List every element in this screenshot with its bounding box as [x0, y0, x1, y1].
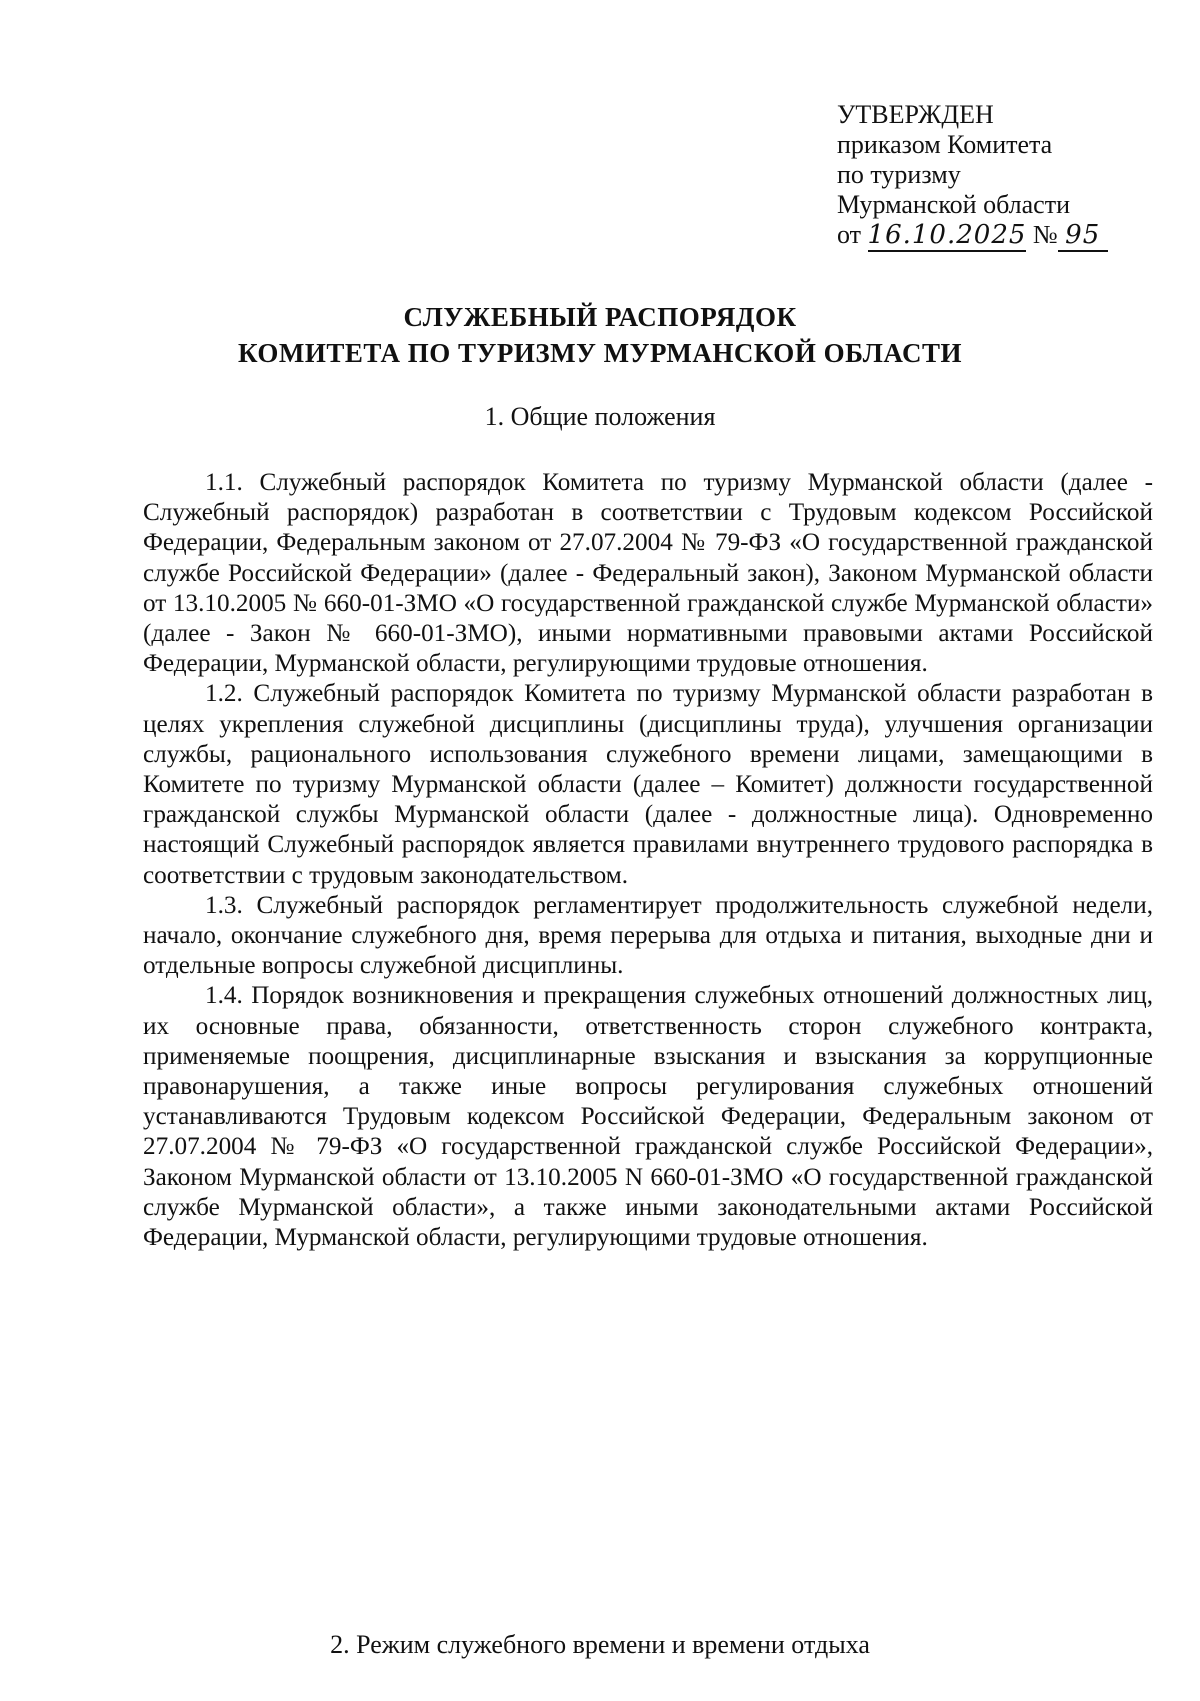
paragraph-1-4: 1.4. Порядок возникновения и прекращения служебных отношений должностных лиц, их основные права, обязанности, ответственность сторон служебного контракта, применяемые поощрения, дисциплинарные взыскания и взыскания за коррупционные правонарушения, а также иные вопросы регулирования служебных отношений устанавливаются Трудовым кодексом Российской Федерации, Федеральным законом от 27.07.2004 № 79-ФЗ «О государственной гражданской службе Российской Федерации», Законом Мурманской области от 13.10.2005 N 660-01-ЗМО «О государственной гражданской службе Мурманской области», а также иными законодательными актами Российской Федерации, Мурманской области, регулирующими трудовые отношения. — [143, 982, 1153, 1252]
approval-line-2: по туризму — [837, 160, 961, 189]
paragraph-1-1: 1.1. Служебный распорядок Комитета по туризму Мурманской области (далее - Служебный распорядок) разработан в соответствии с Трудовым кодексом Российской Федерации, Федеральным законом от 27.07.2004 № 79-ФЗ «О государственной гражданской службе Российской Федерации» (далее - Федеральный закон), Законом Мурманской области от 13.10.2005 № 660-01-ЗМО «О государственной гражданской службе Мурманской области» (далее - Закон № 660-01-ЗМО), иными нормативными правовыми актами Российской Федерации, Мурманской области, регулирующими трудовые отношения. — [143, 469, 1153, 678]
section-1-heading: 1. Общие положения — [484, 402, 716, 431]
document-title-line-2: КОМИТЕТА ПО ТУРИЗМУ МУРМАНСКОЙ ОБЛАСТИ — [237, 338, 963, 368]
approval-date-line — [837, 220, 1167, 252]
approval-stamp — [837, 100, 1167, 252]
document-title-line-1: СЛУЖЕБНЫЙ РАСПОРЯДОК — [403, 302, 797, 332]
approval-number: 95 — [1058, 220, 1108, 252]
approval-number-prefix: № — [1032, 220, 1058, 249]
paragraph-1-2: 1.2. Служебный распорядок Комитета по туризму Мурманской области разработан в целях укрепления служебной дисциплины (дисциплины труда), улучшения организации службы, рационального использования служебного времени лицами, замещающими в Комитете по туризму Мурманской области (далее – Комитет) должности государственной гражданской службы Мурманской области (далее - должностные лица). Одновременно настоящий Служебный распорядок является правилами внутреннего трудового распорядка в соответствии с трудовым законодательством. — [143, 680, 1153, 889]
section-2-heading: 2. Режим служебного времени и времени отдыха — [330, 1630, 870, 1659]
approval-date-prefix: от — [837, 220, 862, 249]
paragraph-1-3: 1.3. Служебный распорядок регламентирует продолжительность служебной недели, начало, окончание служебного дня, время перерыва для отдыха и питания, выходные дни и отдельные вопросы служебной дисциплины. — [143, 891, 1153, 980]
approval-line-1: приказом Комитета — [837, 130, 1053, 159]
approval-line-3: Мурманской области — [837, 190, 1070, 219]
approval-date: 16.10.2025 — [867, 220, 1027, 250]
approval-heading: УТВЕРЖДЕН — [837, 100, 994, 129]
section-1-body — [143, 468, 1153, 1253]
